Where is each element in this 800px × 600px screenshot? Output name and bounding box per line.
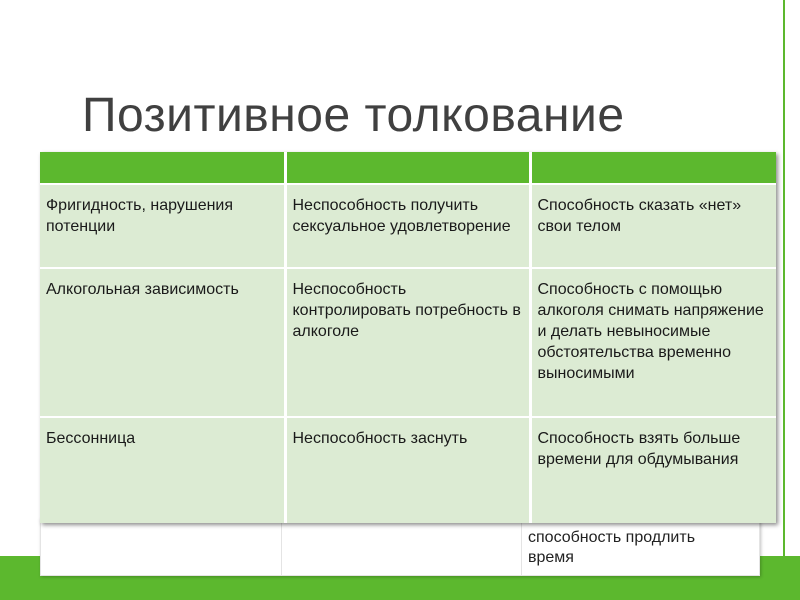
table-header-cell [285,152,530,184]
table-header-row [40,152,776,184]
table-cell: Алкогольная зависимость [40,268,285,417]
table-cell: Способность сказать «нет» свои телом [530,184,776,268]
table-cell: Неспособность заснуть [285,417,530,523]
right-accent-rule [783,0,785,556]
background-table-divider [521,519,522,575]
table-cell: Неспособность получить сексуальное удовлетворение [285,184,530,268]
background-table-cell [528,528,760,568]
table-cell: Бессонница [40,417,285,523]
background-cell-text: время [528,549,574,566]
table-row [40,268,776,417]
comparison-table [40,152,776,523]
table-cell: Неспособность контролировать потребность в алкоголе [285,268,530,417]
slide-title: Позитивное толкование [82,89,625,142]
table-cell: Фригидность, нарушения потенции [40,184,285,268]
table-header-cell [40,152,285,184]
table-row [40,184,776,268]
background-cell-partial-text: способность продлить [528,529,696,546]
table-row [40,417,776,523]
table-cell: Способность с помощью алкоголя снимать напряжение и делать невыносимые обстоятельства временно выносимыми [530,268,776,417]
table-header-cell [530,152,776,184]
background-table-divider [281,519,282,575]
table-cell: Способность взять больше времени для обдумывания [530,417,776,523]
